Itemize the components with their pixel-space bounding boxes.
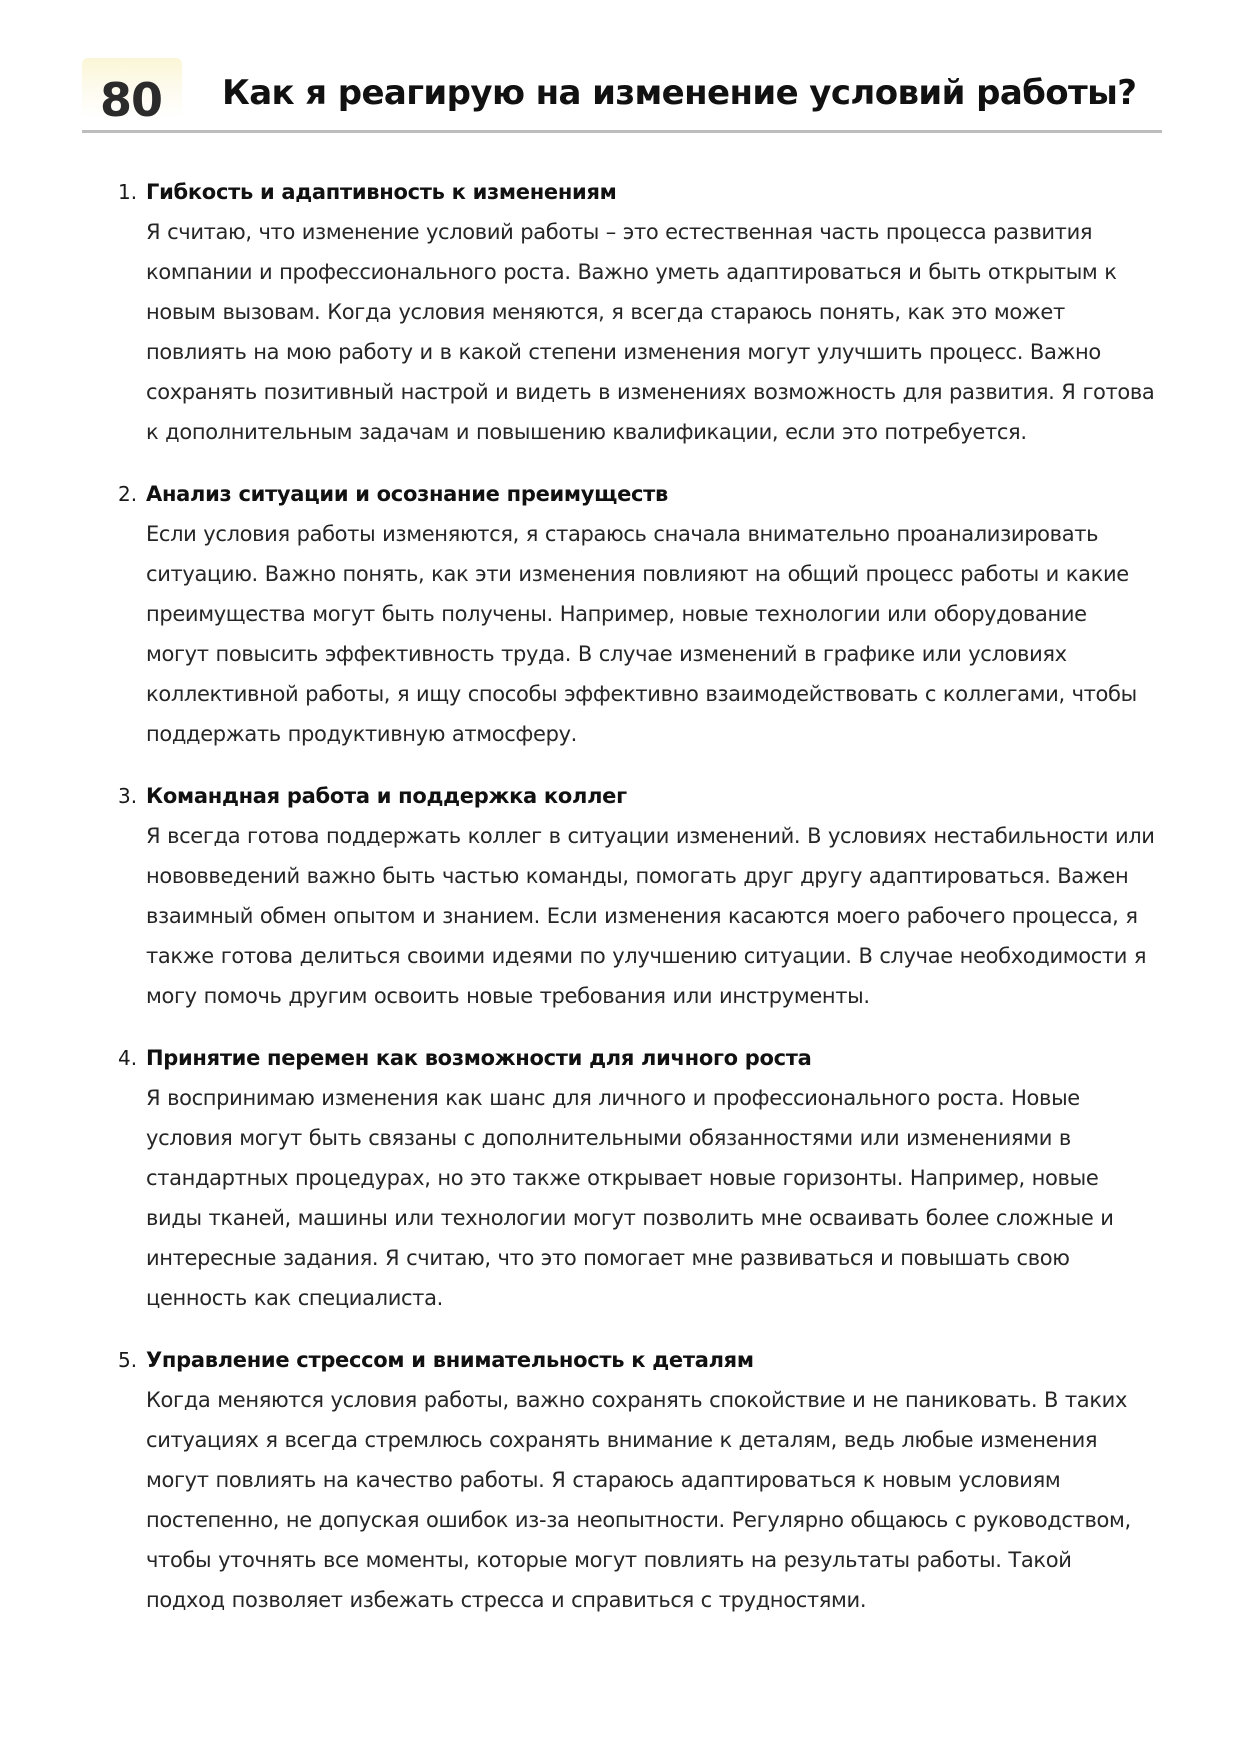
item-heading: Анализ ситуации и осознание преимуществ bbox=[146, 482, 669, 506]
list-item bbox=[118, 776, 1156, 1016]
page-title: Как я реагирую на изменение условий работы? bbox=[222, 73, 1137, 113]
item-heading: Управление стрессом и внимательность к деталям bbox=[146, 1348, 754, 1372]
page-number: 80 bbox=[100, 73, 163, 127]
item-body: Я считаю, что изменение условий работы – это естественная часть процесса развития компании и профессионального роста. Важно уметь адаптироваться и быть открытым к новым вызовам. Когда условия меняются, я всегда стараюсь понять, как это может повлиять на мою работу и в какой степени изменения могут улучшить процесс. Важно сохранять позитивный настрой и видеть в изменениях возможность для развития. Я готова к дополнительным задачам и повышению квалификации, если это потребуется. bbox=[146, 220, 1155, 444]
item-number: 3. bbox=[118, 784, 138, 808]
item-body: Я воспринимаю изменения как шанс для личного и профессионального роста. Новые условия могут быть связаны с дополнительными обязанностями или изменениями в стандартных процедурах, но это также открывает новые горизонты. Например, новые виды тканей, машины или технологии могут позволить мне осваивать более сложные и интересные задания. Я считаю, что это помогает мне развиваться и повышать свою ценность как специалиста. bbox=[146, 1086, 1114, 1310]
item-number: 1. bbox=[118, 180, 138, 204]
item-heading: Гибкость и адаптивность к изменениям bbox=[146, 180, 617, 204]
item-heading: Командная работа и поддержка коллег bbox=[146, 784, 627, 808]
numbered-list bbox=[118, 172, 1156, 1642]
item-body: Я всегда готова поддержать коллег в ситуации изменений. В условиях нестабильности или нововведений важно быть частью команды, помогать друг другу адаптироваться. Важен взаимный обмен опытом и знанием. Если изменения касаются моего рабочего процесса, я также готова делиться своими идеями по улучшению ситуации. В случае необходимости я могу помочь другим освоить новые требования или инструменты. bbox=[146, 824, 1155, 1008]
item-body: Когда меняются условия работы, важно сохранять спокойствие и не паниковать. В таких ситуациях я всегда стремлюсь сохранять внимание к деталям, ведь любые изменения могут повлиять на качество работы. Я стараюсь адаптироваться к новым условиям постепенно, не допуская ошибок из-за неопытности. Регулярно общаюсь с руководством, чтобы уточнять все моменты, которые могут повлиять на результаты работы. Такой подход позволяет избежать стресса и справиться с трудностями. bbox=[146, 1388, 1131, 1612]
list-item bbox=[118, 1038, 1156, 1318]
list-item bbox=[118, 172, 1156, 452]
item-number: 5. bbox=[118, 1348, 138, 1372]
item-number: 2. bbox=[118, 482, 138, 506]
item-heading: Принятие перемен как возможности для личного роста bbox=[146, 1046, 812, 1070]
list-item bbox=[118, 474, 1156, 754]
item-body: Если условия работы изменяются, я стараюсь сначала внимательно проанализировать ситуацию. Важно понять, как эти изменения повлияют на общий процесс работы и какие преимущества могут быть получены. Например, новые технологии или оборудование могут повысить эффективность труда. В случае изменений в графике или условиях коллективной работы, я ищу способы эффективно взаимодействовать с коллегами, чтобы поддержать продуктивную атмосферу. bbox=[146, 522, 1137, 746]
list-item bbox=[118, 1340, 1156, 1620]
page-header bbox=[82, 58, 1162, 133]
page-number-badge bbox=[82, 58, 182, 130]
item-number: 4. bbox=[118, 1046, 138, 1070]
